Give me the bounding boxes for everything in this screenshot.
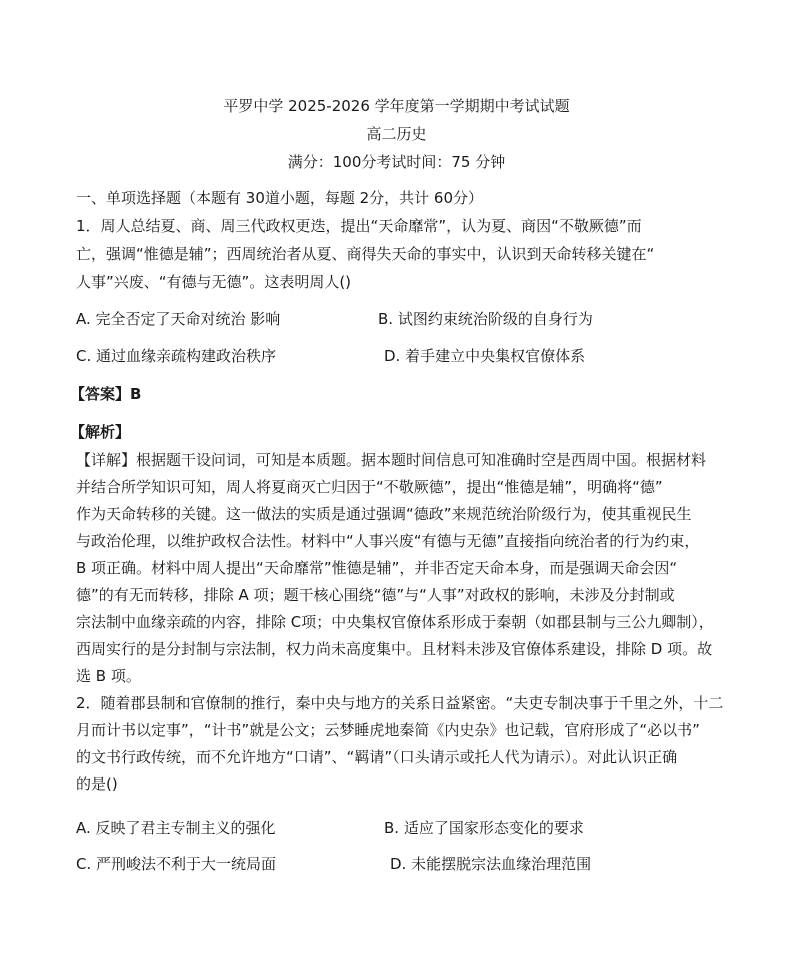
detail-line-5: B 项正确。材料中周人提出“天命靡常”惟德是辅”，并非否定天命本身，而是强调天命会因“: [76, 559, 678, 577]
detail-line-1: 【详解】根据题干设问词，可知是本质题。据本题时间信息可知准确时空是西周中国。根据材料: [76, 451, 707, 469]
detail-line-3: 作为天命转移的关键。这一做法的实质是通过强调“德政”来规范统治阶级行为，使其重视民生: [76, 505, 692, 523]
q2-stem-line-4: 的是(): [76, 775, 118, 793]
q2-option-a: A. 反映了君主专制主义的强化: [76, 819, 276, 837]
q1-stem-line-3: 人事”兴废、“有德与无德”。这表明周人(): [76, 273, 352, 291]
q1-option-b: B. 试图约束统治阶级的自身行为: [378, 310, 593, 328]
q2-option-c: C. 严刑峻法不利于大一统局面: [76, 855, 277, 873]
q2-option-b: B. 适应了国家形态变化的要求: [384, 819, 584, 837]
subject-title: 高二历史: [366, 125, 427, 143]
answer-value: B: [130, 385, 142, 403]
q1-stem-line-2: 亡，强调“惟德是辅”；西周统治者从夏、商得失天命的事实中，认识到天命转移关键在“: [76, 245, 655, 263]
answer-tag: 【答案】: [70, 385, 131, 403]
q2-stem-line-2: 月而计书以定事”，“计书”就是公文；云梦睡虎地秦简《内史杂》也记载，官府形成了“必以书”: [76, 721, 700, 739]
q2-stem-line-1: 2．随着郡县制和官僚制的推行，秦中央与地方的关系日益紧密。“夫吏专制决事于千里之外，十二: [76, 694, 724, 712]
detail-line-8: 西周实行的是分封制与宗法制，权力尚未高度集中。且材料未涉及官僚体系建设，排除 D 项。故: [76, 640, 713, 658]
q1-option-d: D. 着手建立中央集权官僚体系: [384, 347, 586, 365]
score-time-info: 满分：100分考试时间：75 分钟: [287, 153, 506, 171]
detail-line-6: 德”的有无而转移，排除 A 项；题干核心围绕“德”与“人事”对政权的影响，未涉及分封制或: [76, 586, 675, 604]
section-heading: 一、单项选择题（本题有 30道小题，每题 2分，共计 60分）: [76, 189, 484, 207]
q2-stem-line-3: 的文书行政传统，而不允许地方“口请”、“羁请”（口头请示或托人代为请示）。对此认识正确: [76, 748, 678, 766]
analysis-tag: 【解析】: [70, 423, 131, 441]
exam-title: 平罗中学 2025-2026 学年度第一学期期中考试试题: [223, 97, 570, 115]
detail-line-4: 与政治伦理，以维护政权合法性。材料中“人事兴废“有德与无德”直接指向统治者的行为约束，: [76, 532, 700, 550]
q2-option-d: D. 未能摆脱宗法血缘治理范围: [390, 855, 592, 873]
detail-line-9: 选 B 项。: [76, 667, 141, 685]
q1-stem-line-1: 1．周人总结夏、商、周三代政权更迭，提出“天命靡常”，认为夏、商因“不敬厥德”而: [76, 217, 642, 235]
detail-line-2: 并结合所学知识可知，周人将夏商灭亡归因于“不敬厥德”，提出“惟德是辅”，明确将“德”: [76, 478, 663, 496]
detail-line-7: 宗法制中血缘亲疏的内容，排除 C项；中央集权官僚体系形成于秦朝（如郡县制与三公九卿制），: [76, 613, 714, 631]
q1-option-c: C. 通过血缘亲疏构建政治秩序: [76, 347, 277, 365]
q1-answer: [70, 384, 141, 404]
q1-option-a: A. 完全否定了天命对统治 影响: [76, 310, 281, 328]
